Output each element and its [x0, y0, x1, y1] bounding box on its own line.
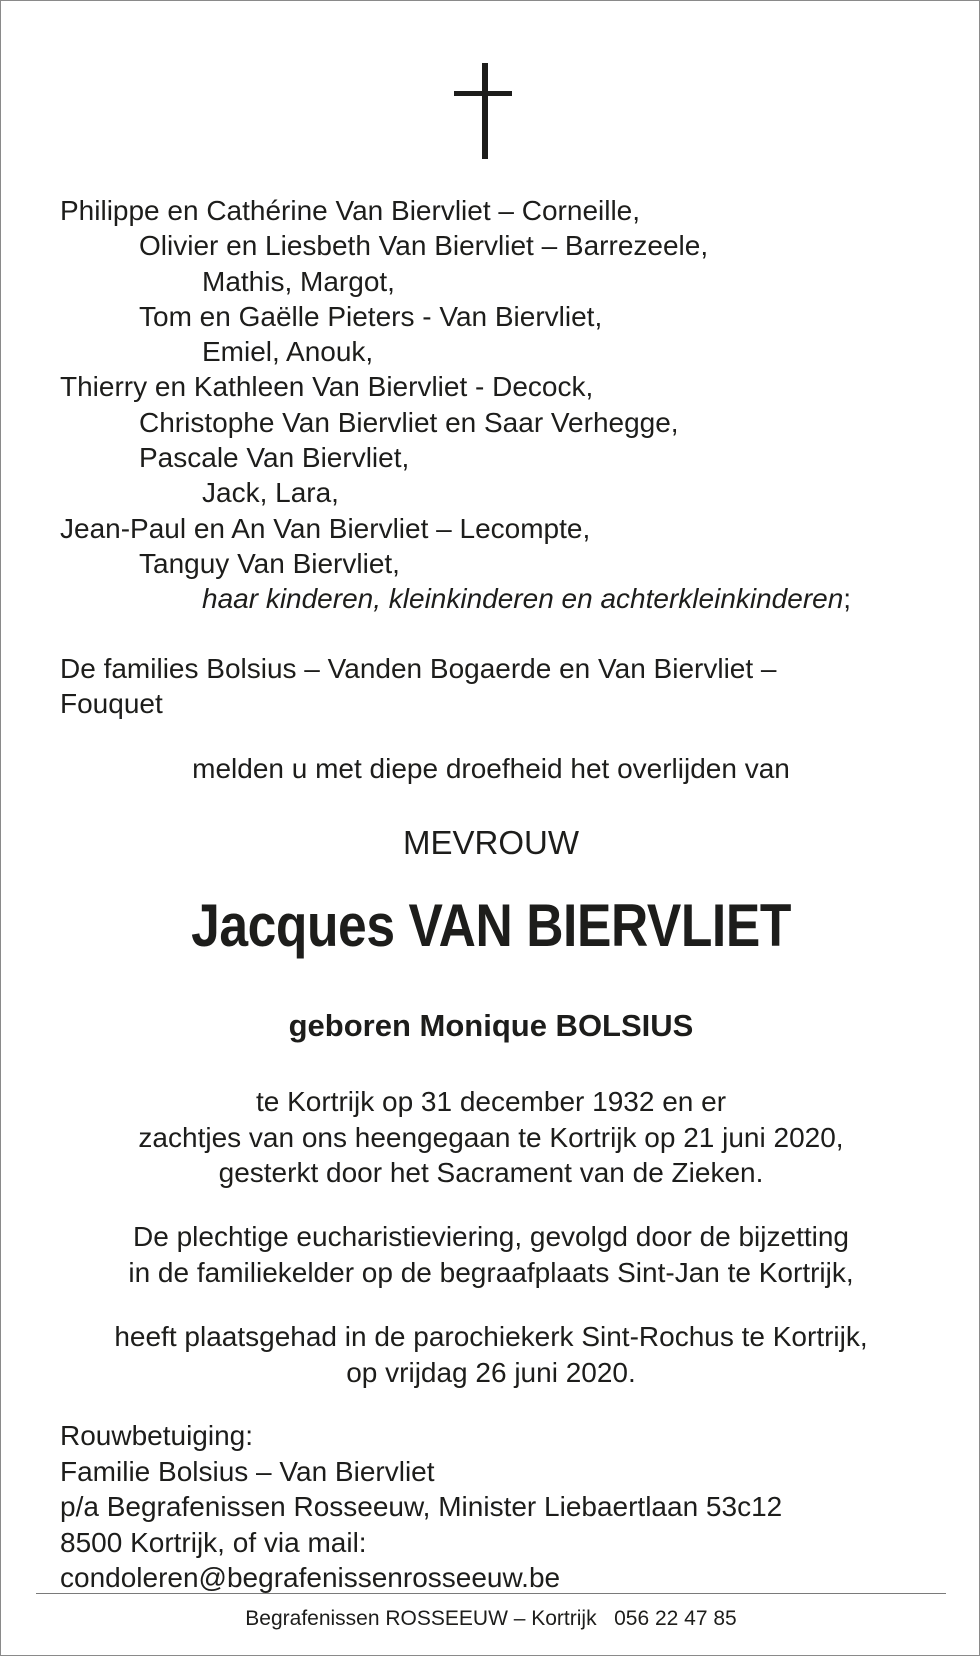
- condolences-email: condoleren@begrafenissenrosseeuw.be: [60, 1562, 561, 1593]
- footer: [1, 1604, 980, 1634]
- condolences-line: p/a Begrafenissen Rosseeuw, Minister Liebaertlaan 53c12: [60, 1491, 783, 1522]
- family-line: Olivier en Liesbeth Van Biervliet – Barrezeele,: [139, 230, 709, 262]
- condolences-label: Rouwbetuiging:: [60, 1420, 254, 1451]
- place-date-block: [1, 1319, 980, 1390]
- deceased-name: Jacques VAN BIERVLIET: [191, 892, 791, 959]
- family-line: Jean-Paul en An Van Biervliet – Lecompte,: [60, 512, 591, 544]
- condolences-line: Familie Bolsius – Van Biervliet: [60, 1455, 435, 1487]
- details-line: gesterkt door het Sacrament van de Zieken.: [218, 1157, 764, 1188]
- family-list: [60, 193, 851, 617]
- condolences-line: 8500 Kortrijk, of via mail:: [60, 1526, 367, 1558]
- ceremony-block: [1, 1219, 980, 1290]
- family-line: Mathis, Margot,: [202, 265, 395, 297]
- details-line: te Kortrijk op 31 december 1932 en er: [255, 1086, 727, 1117]
- details-block: [1, 1084, 980, 1191]
- family-line: Emiel, Anouk,: [202, 336, 374, 368]
- place-date-line: op vrijdag 26 juni 2020.: [346, 1356, 636, 1388]
- family-summary: [60, 581, 851, 616]
- announcement-text: melden u met diepe droefheid het overlijden van: [192, 753, 790, 784]
- cross-icon: [451, 63, 521, 159]
- family-line: Jack, Lara,: [202, 477, 339, 509]
- family-line: Christophe Van Biervliet en Saar Verhegge,: [139, 406, 679, 438]
- family-line: Tanguy Van Biervliet,: [139, 547, 400, 579]
- title-prefix: MEVROUW: [403, 824, 579, 861]
- footer-divider: [36, 1593, 946, 1594]
- family-line: Pascale Van Biervliet,: [139, 442, 410, 474]
- family-line: Philippe en Cathérine Van Biervliet – Corneille,: [60, 195, 641, 226]
- family-line: Thierry en Kathleen Van Biervliet - Decock,: [60, 371, 594, 403]
- families-text: De families Bolsius – Vanden Bogaerde en Van Biervliet – Fouquet: [60, 653, 777, 719]
- details-line: zachtjes van ons heengegaan te Kortrijk op 21 juni 2020,: [138, 1121, 844, 1153]
- footer-company: Begrafenissen ROSSEEUW – Kortrijk: [245, 1607, 597, 1630]
- ceremony-line: De plechtige eucharistieviering, gevolgd door de bijzetting: [133, 1221, 849, 1252]
- family-summary-text: haar kinderen, kleinkinderen en achterkleinkinderen: [202, 583, 844, 615]
- family-line: Tom en Gaëlle Pieters - Van Biervliet,: [139, 300, 603, 332]
- condolences-block: [60, 1418, 782, 1596]
- family-summary-punct: ;: [843, 583, 852, 615]
- ceremony-line: in de familiekelder op de begraafplaats Sint-Jan te Kortrijk,: [128, 1256, 854, 1288]
- place-date-line: heeft plaatsgehad in de parochiekerk Sint-Rochus te Kortrijk,: [114, 1321, 868, 1352]
- footer-phone: 056 22 47 85: [614, 1607, 737, 1630]
- born-name: geboren Monique BOLSIUS: [288, 1008, 694, 1043]
